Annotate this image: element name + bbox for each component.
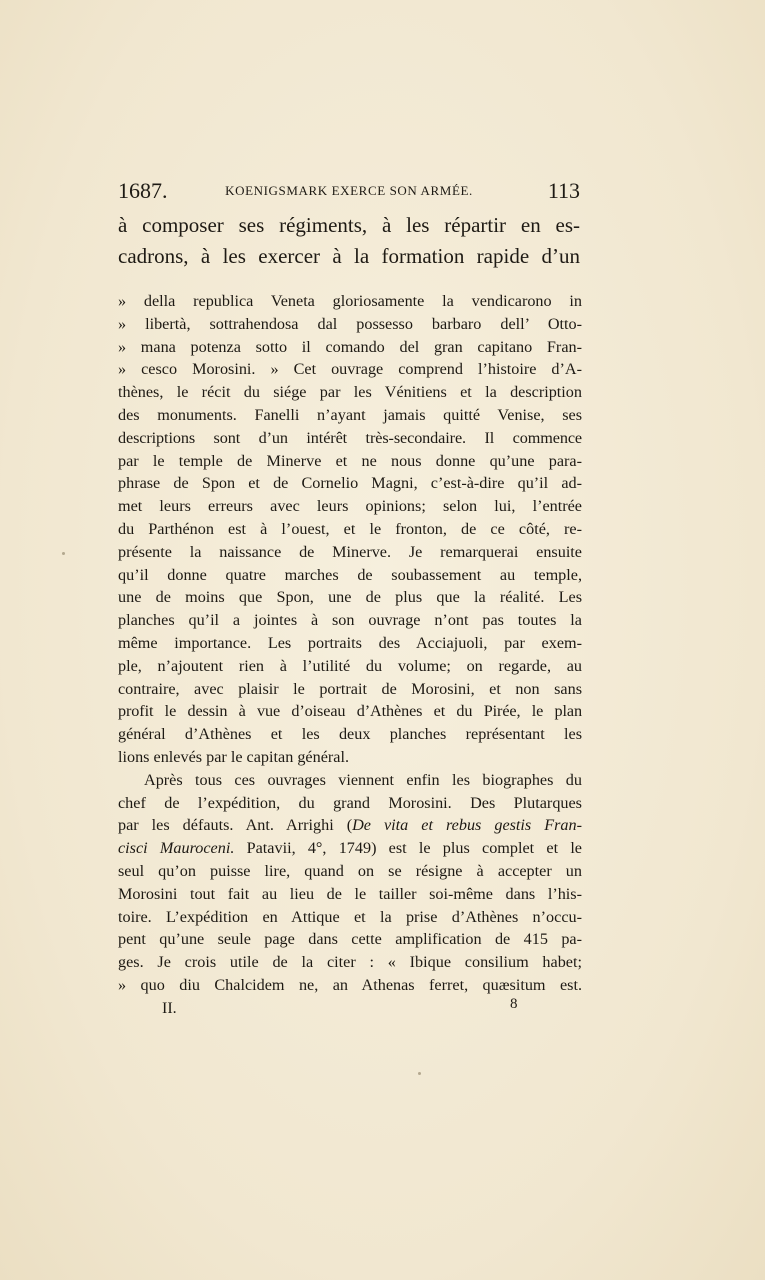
note-line: qu’il donne quatre marches de soubassement au temple, (118, 565, 582, 584)
note-line: une de moins que Spon, une de plus que la réalité. Les (118, 588, 582, 607)
note-paragraph-line: » quo diu Chalcidem ne, an Athenas ferret, quæsitum est. (118, 975, 582, 994)
note-line: phrase de Spon et de Cornelio Magni, c’est-à-dire qu’il ad- (118, 474, 582, 493)
note-line: présente la naissance de Minerve. Je remarquerai ensuite (118, 542, 582, 561)
note-text-run: Patavii, 4°, 1749) est le plus complet et le (234, 839, 582, 858)
note-paragraph-line: ges. Je crois utile de la citer : « Ibique consilium habet; (118, 953, 582, 972)
note-line: planches qu’il a jointes à son ouvrage n’ont pas toutes la (118, 611, 582, 630)
note-line: par le temple de Minerve et ne nous donne qu’une para- (118, 451, 582, 470)
header-page-number: 113 (547, 178, 580, 203)
note-line: thènes, le récit du siége par les Vénitiens et la description (118, 383, 582, 402)
note-paragraph-line: seul qu’on puisse lire, quand on se résigne à accepter un (118, 861, 582, 880)
main-line: à composer ses régiments, à les répartir en es- (118, 213, 580, 237)
running-head (118, 178, 580, 208)
note-line: » della republica Veneta gloriosamente la vendicarono in (118, 292, 582, 310)
note-line: du Parthénon est à l’ouest, et le fronton, de ce côté, re- (118, 519, 582, 538)
note-line: met leurs erreurs avec leurs opinions; selon lui, l’entrée (118, 497, 582, 516)
main-text-block (118, 210, 580, 272)
note-line: même importance. Les portraits des Acciajuoli, par exem- (118, 633, 582, 652)
main-line: cadrons, à les exercer à la formation rapide d’un (118, 244, 580, 268)
note-paragraph-line: chef de l’expédition, du grand Morosini. Des Plutarques (118, 793, 582, 812)
note-line: général d’Athènes et les deux planches représentant les (118, 725, 582, 744)
note-line: des monuments. Fanelli n’ayant jamais quitté Venise, ses (118, 405, 582, 424)
book-title-italic: De vita et rebus gestis Fran- (352, 816, 582, 835)
paper-speck (418, 1072, 421, 1075)
note-paragraph-line (118, 837, 582, 860)
note-line: descriptions sont d’un intérêt très-secondaire. Il commence (118, 428, 582, 447)
book-title-italic: cisci Mauroceni. (118, 839, 235, 858)
note-paragraph-line: toire. L’expédition en Attique et la prise d’Athènes n’occu- (118, 907, 582, 926)
signature-mark: II. (162, 1000, 177, 1017)
header-year: 1687. (118, 178, 168, 203)
signature-number: 8 (510, 996, 518, 1012)
footnote-block (118, 290, 582, 997)
note-line: ple, n’ajoutent rien à l’utilité du volume; on regarde, au (118, 656, 582, 675)
note-line: » cesco Morosini. » Cet ouvrage comprend l’histoire d’A- (118, 360, 582, 379)
note-paragraph-line: Morosini tout fait au lieu de le tailler soi-même dans l’his- (118, 884, 582, 903)
note-line: » mana potenza sotto il comando del gran capitano Fran- (118, 337, 582, 356)
note-paragraph-line: Après tous ces ouvrages viennent enfin les biographes du (144, 770, 582, 789)
note-text-run: par les défauts. Ant. Arrighi ( (118, 816, 353, 835)
note-line: lions enlevés par le capitan général. (118, 747, 350, 766)
note-line: » libertà, sottrahendosa dal possesso barbaro dell’ Otto- (118, 314, 582, 333)
note-paragraph-line (118, 814, 582, 837)
note-paragraph-line: pent qu’une seule page dans cette amplification de 415 pa- (118, 930, 582, 949)
note-line: contraire, avec plaisir le portrait de Morosini, et non sans (118, 679, 582, 698)
note-line: profit le dessin à vue d’oiseau d’Athènes et du Pirée, le plan (118, 702, 582, 721)
paper-speck (62, 552, 65, 555)
header-title: KOENIGSMARK EXERCE SON ARMÉE. (225, 183, 473, 198)
